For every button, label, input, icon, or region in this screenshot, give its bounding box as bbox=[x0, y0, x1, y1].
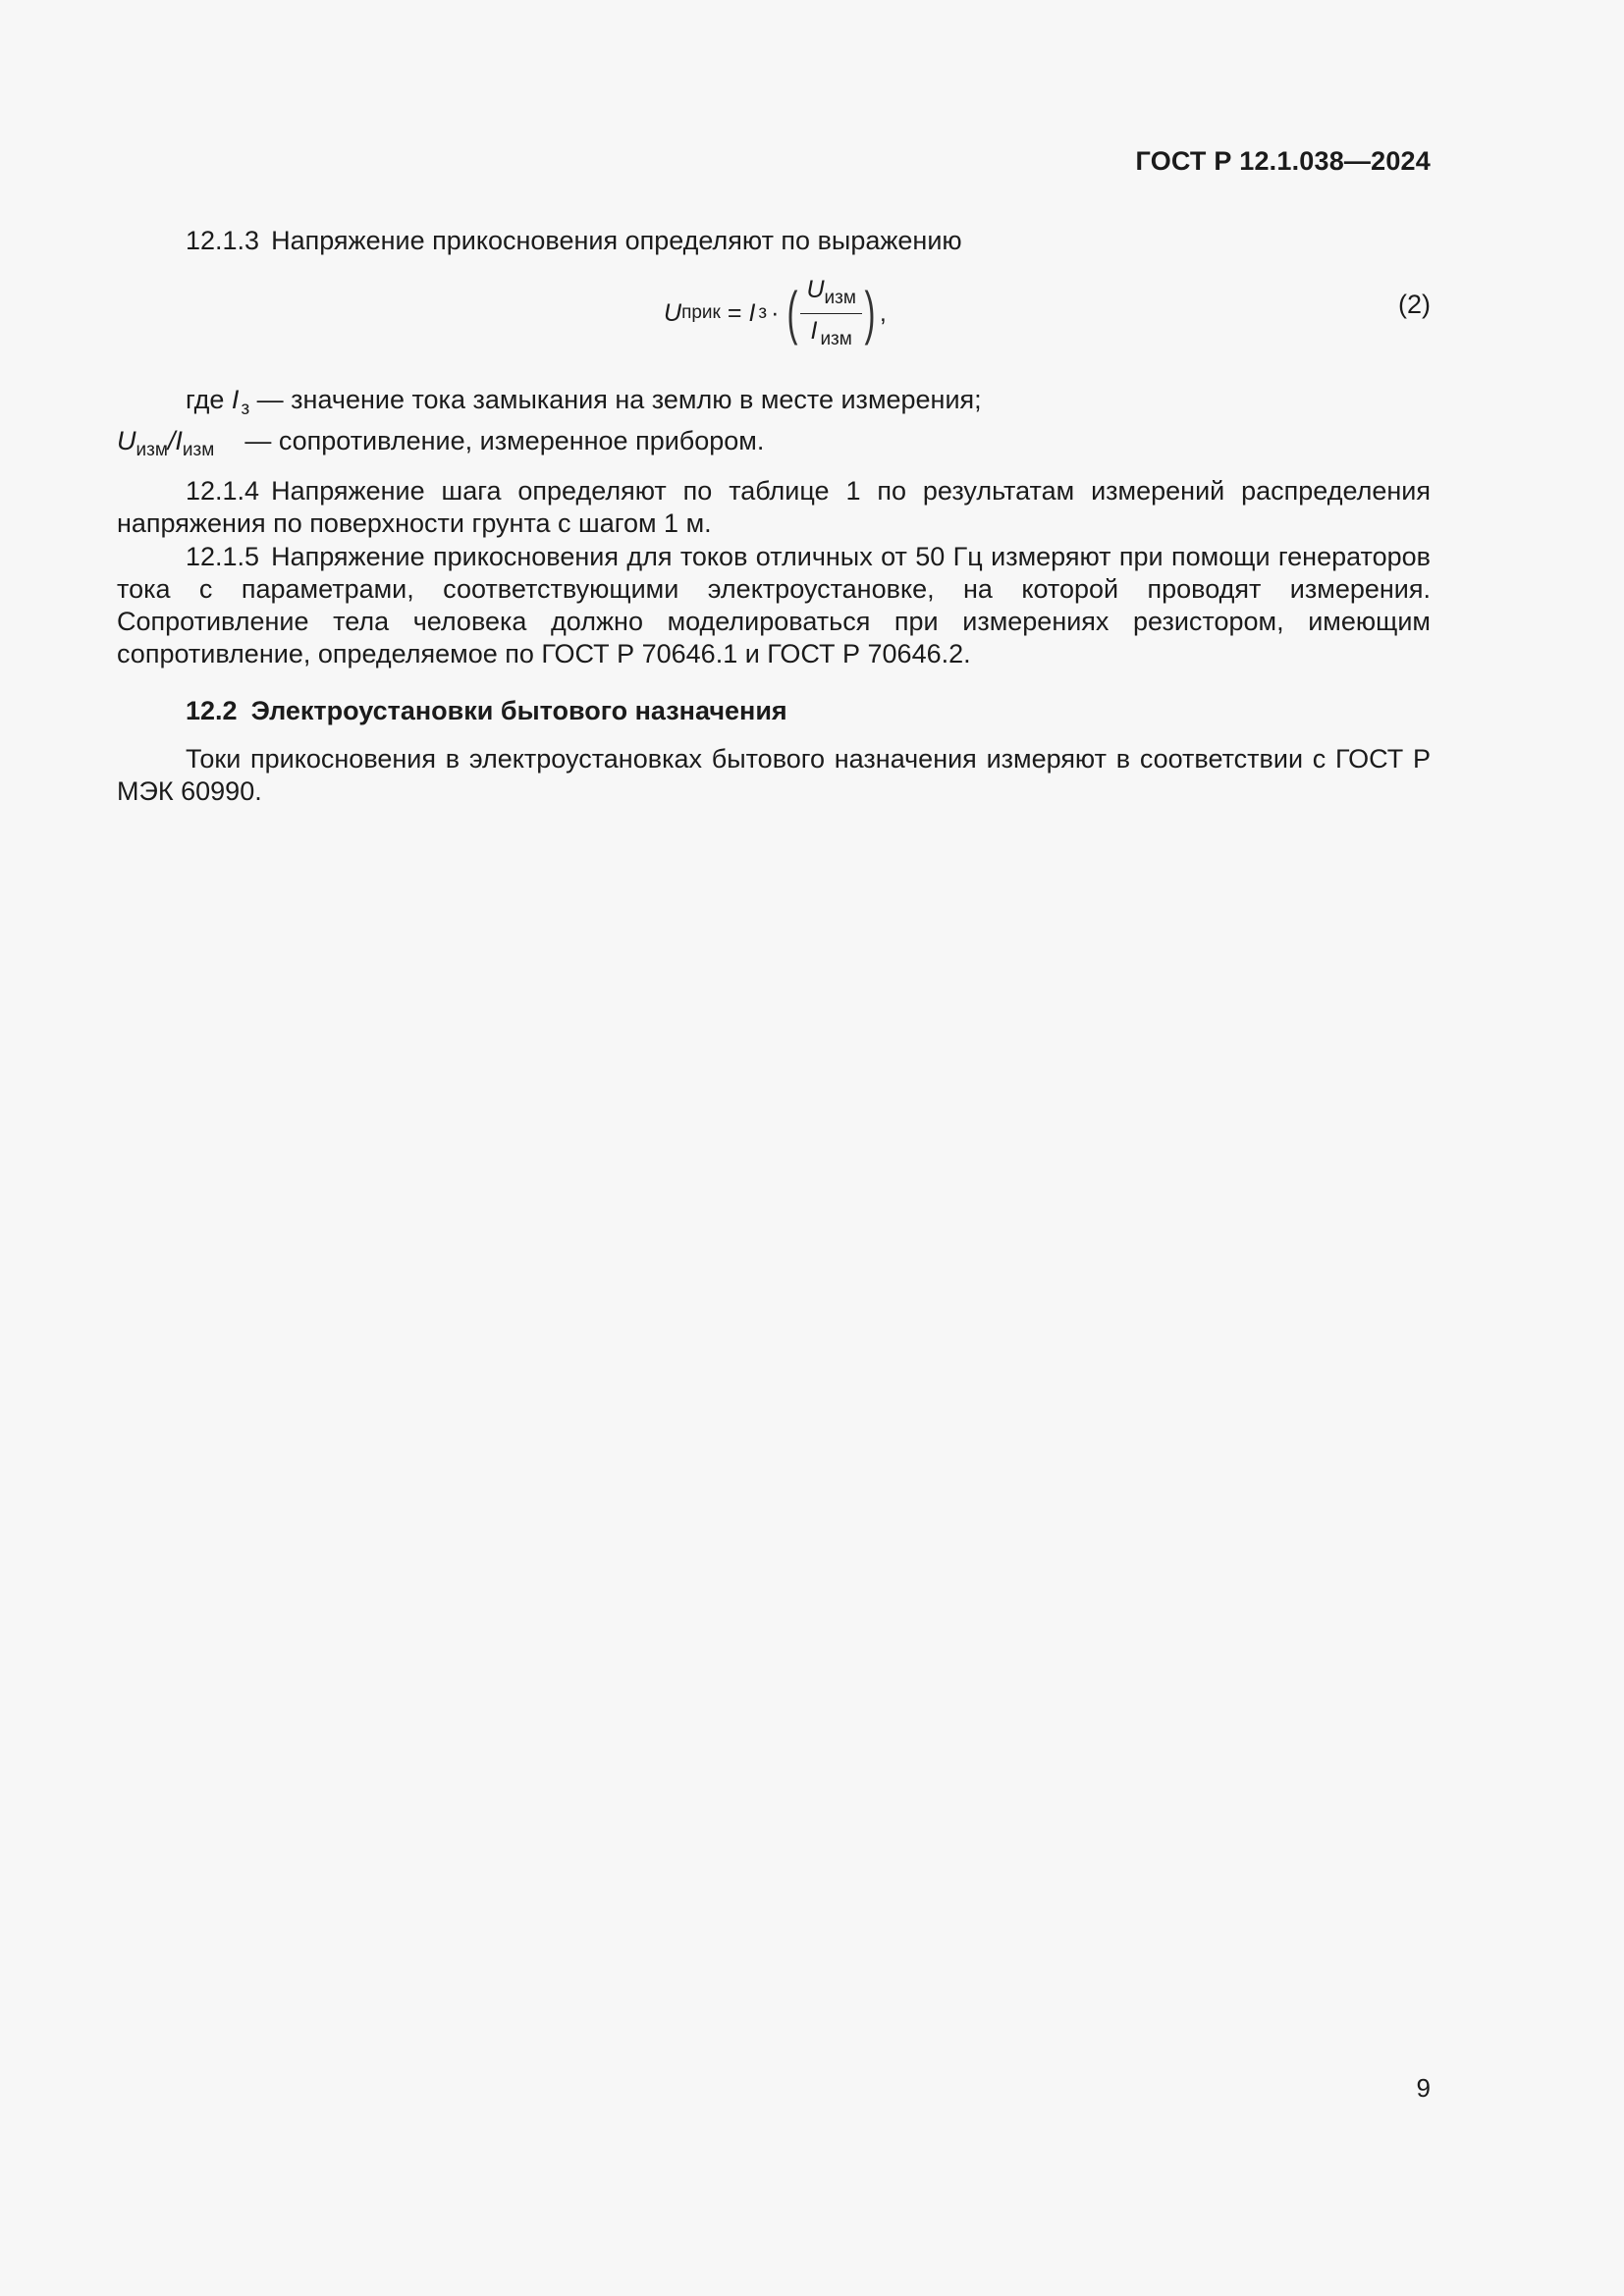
fraction-numerator bbox=[800, 276, 861, 314]
section-number: 12.2 bbox=[186, 696, 238, 725]
clause-text: Напряжение шага определяют по таблице 1 по результатам измерений распределения напряжения по поверхности грунта с шагом 1 м. bbox=[117, 476, 1431, 538]
numerator-var: U bbox=[806, 276, 825, 303]
paragraph-12-1-3 bbox=[117, 225, 1431, 257]
clause-text: Напряжение прикосновения определяют по выражению bbox=[271, 226, 962, 255]
where-word: где bbox=[186, 385, 225, 414]
clause-number: 12.1.4 bbox=[186, 476, 260, 506]
formula-current-var: I bbox=[748, 298, 756, 327]
formula-touch-voltage bbox=[664, 274, 887, 352]
formula-current-sub: з bbox=[758, 302, 768, 323]
section-heading-12-2 bbox=[186, 696, 787, 726]
denominator-var: I bbox=[810, 317, 818, 345]
where-voltage-sub: изм bbox=[135, 440, 168, 460]
equation-number: (2) bbox=[1398, 290, 1431, 319]
paragraph-12-1-4 bbox=[117, 475, 1431, 540]
formula-lhs-sub: прик bbox=[681, 302, 721, 323]
clause-number: 12.1.5 bbox=[186, 542, 260, 571]
formula-left-paren: ( bbox=[786, 280, 798, 346]
formula-right-paren: ) bbox=[864, 280, 876, 346]
numerator-sub: изм bbox=[824, 288, 856, 308]
formula-dot: · bbox=[771, 298, 780, 327]
formula-fraction bbox=[800, 276, 861, 350]
denominator-sub: изм bbox=[820, 329, 852, 349]
where-current-var: I bbox=[231, 385, 240, 414]
where-voltage-var: U bbox=[117, 426, 136, 455]
where-current-sub: з bbox=[241, 399, 250, 419]
clause-number: 12.1.3 bbox=[186, 226, 260, 255]
where-slash: / bbox=[167, 426, 176, 455]
section-title: Электроустановки бытового назначения bbox=[250, 696, 787, 725]
formula-equals: = bbox=[727, 298, 742, 327]
paragraph-12-1-5 bbox=[117, 541, 1431, 670]
clause-text: Напряжение прикосновения для токов отличных от 50 Гц измеряют при помощи генераторов тока с параметрами, соответствующими электроустановке, на которой проводят измерения. Сопротивление тела человека должно моделироваться при измерениях резистором, имеющим сопротивление, определяемое по ГОСТ Р 70646.1 и ГОСТ Р 70646.2. bbox=[117, 542, 1431, 668]
paragraph-12-2: Токи прикосновения в электроустановках бытового назначения измеряют в соответствии с ГОСТ Р МЭК 60990. bbox=[117, 744, 1431, 806]
where-line-current bbox=[186, 385, 982, 420]
where-line-resistance bbox=[117, 426, 764, 461]
fraction-denominator bbox=[804, 314, 857, 350]
formula-lhs-var: U bbox=[664, 298, 682, 327]
where-meas-current-sub: изм bbox=[182, 440, 215, 460]
formula-comma: , bbox=[879, 298, 887, 327]
where-resistance-desc: — сопротивление, измеренное прибором. bbox=[244, 426, 765, 455]
where-meas-current-var: I bbox=[175, 426, 183, 455]
page-number: 9 bbox=[1416, 2073, 1431, 2103]
where-current-desc: — значение тока замыкания на землю в месте измерения; bbox=[256, 385, 982, 414]
document-code-header: ГОСТ Р 12.1.038—2024 bbox=[1135, 146, 1431, 176]
